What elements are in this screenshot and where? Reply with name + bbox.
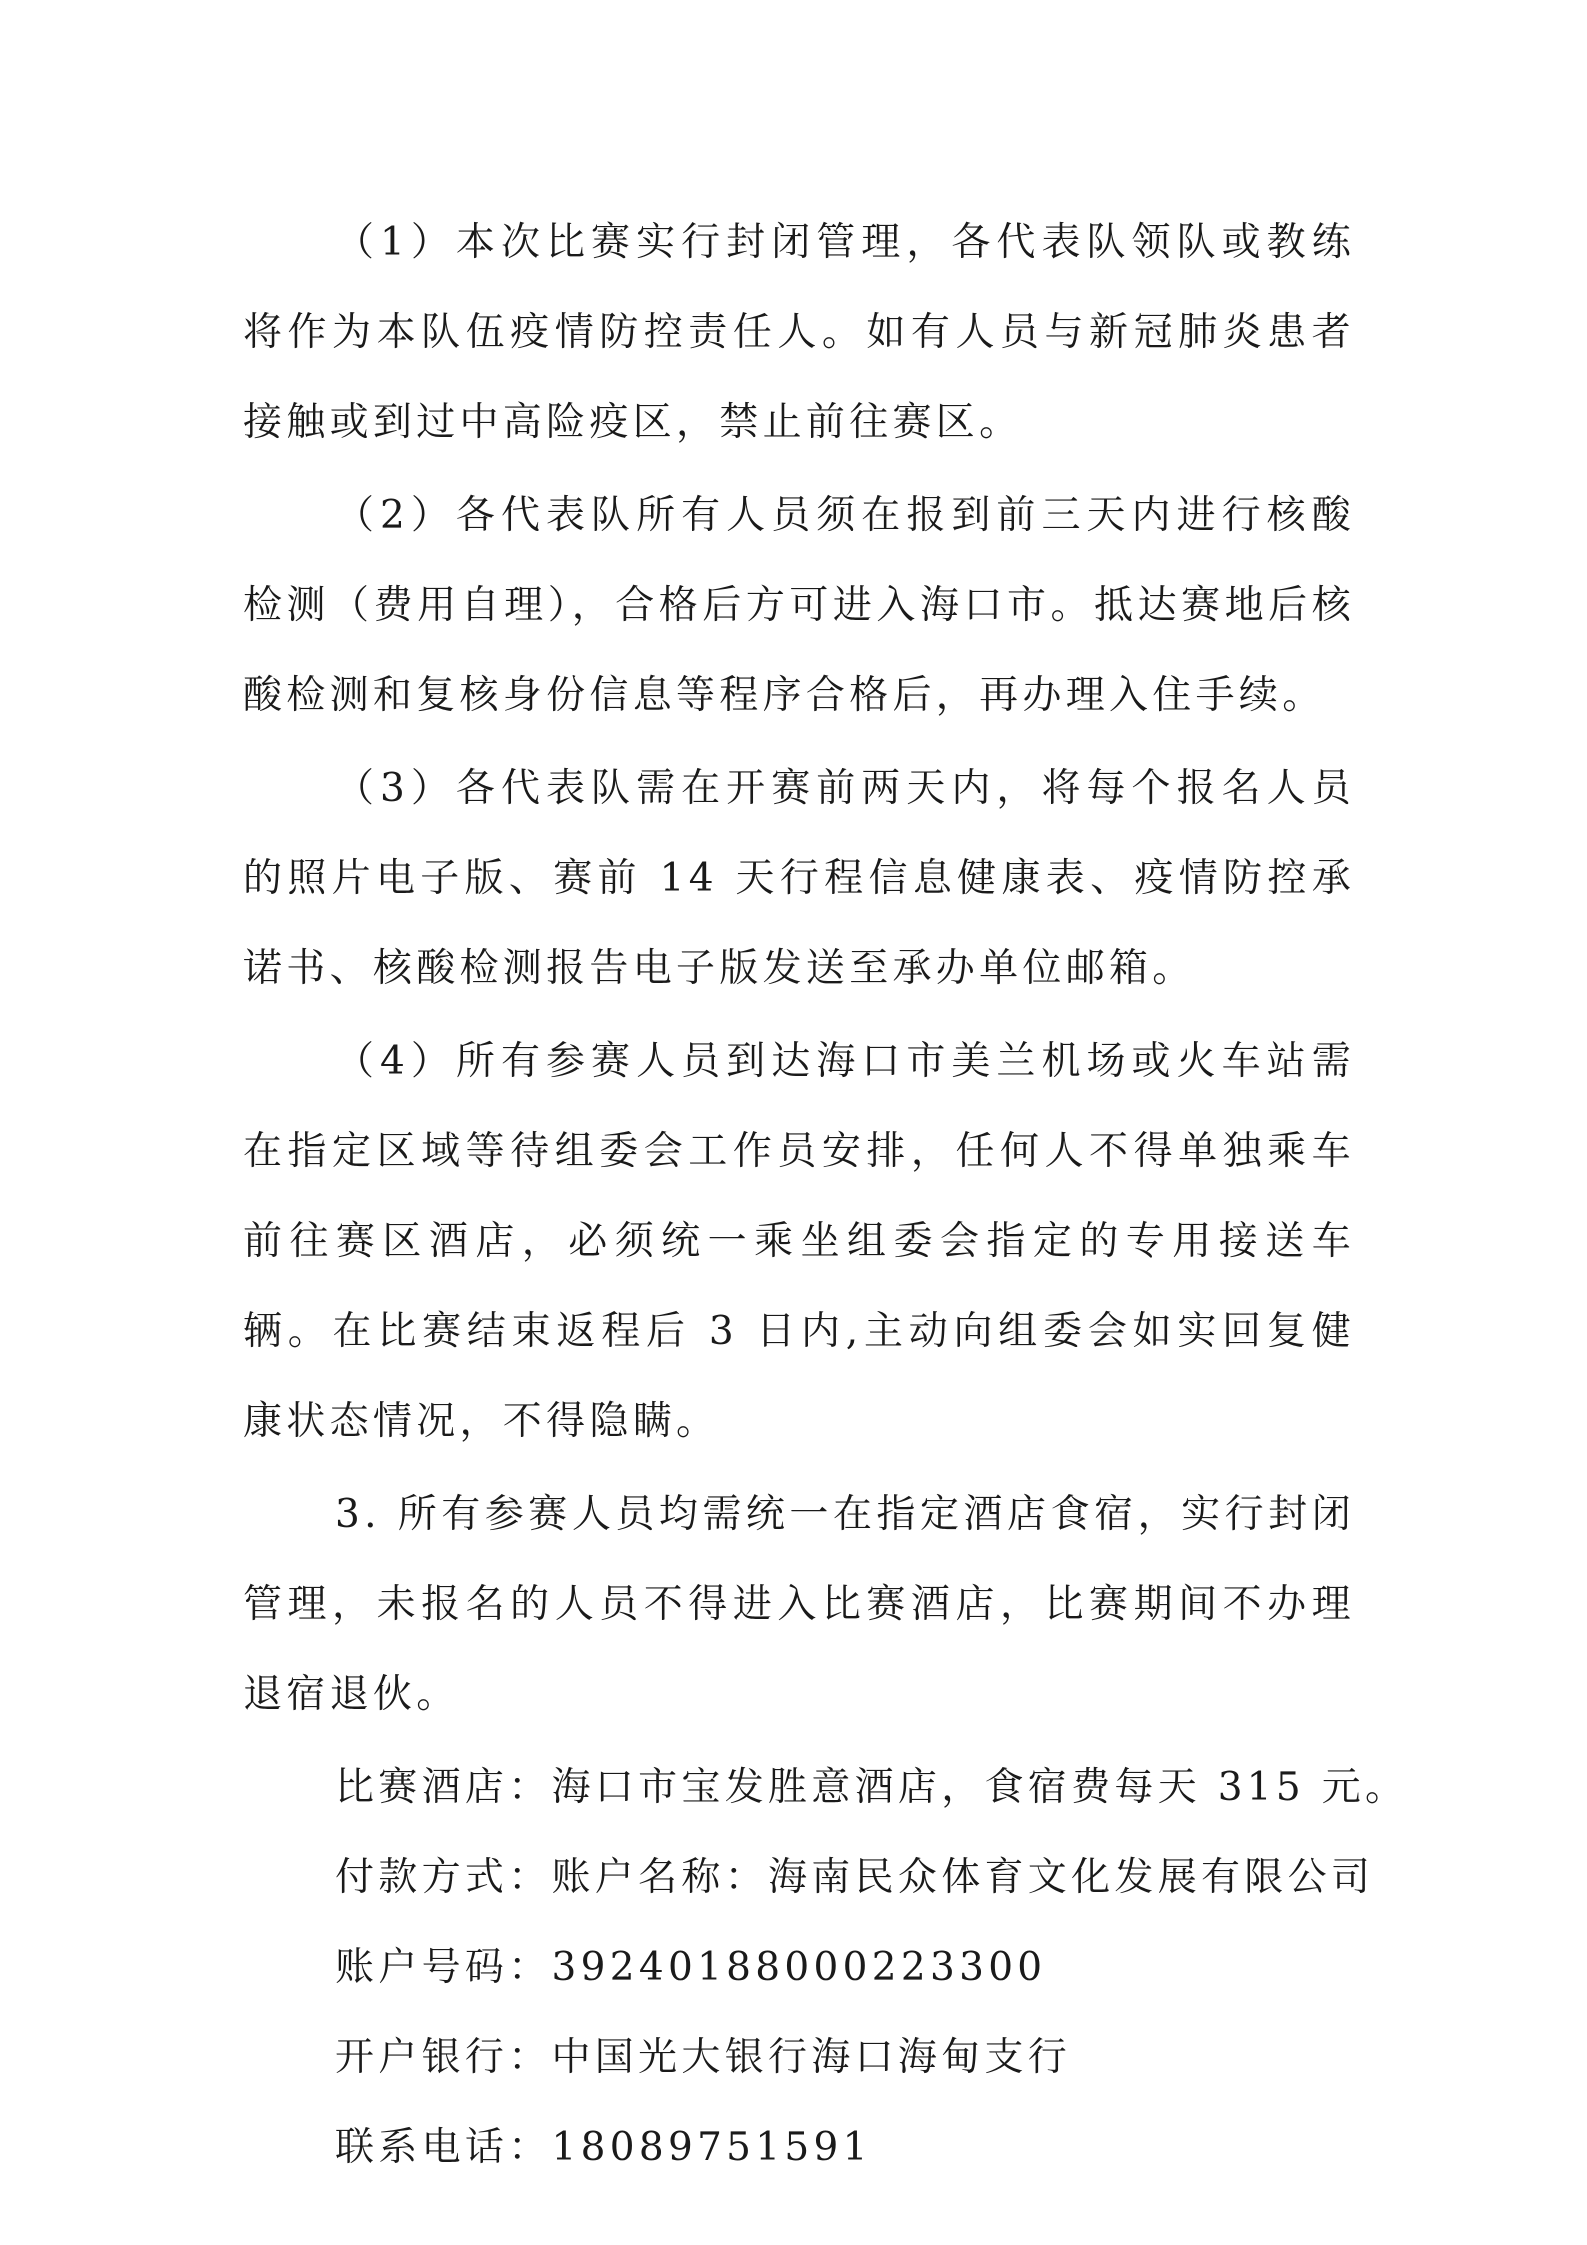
contact-phone: 联系电话：18089751591 xyxy=(335,2125,872,2170)
paragraph-nucleic-acid-test: （2）各代表队所有人员须在报到前三天内进行核酸检测（费用自理），合格后方可进入海口市。抵达赛地后核酸检测和复核身份信息等程序合格后，再办理入住手续。 xyxy=(243,493,1355,718)
paragraph-accommodation: 3. 所有参赛人员均需统一在指定酒店食宿，实行封闭管理，未报名的人员不得进入比赛酒店，比赛期间不办理退宿退伙。 xyxy=(243,1492,1355,1717)
payment-method: 付款方式：账户名称：海南民众体育文化发展有限公司 xyxy=(335,1855,1375,1900)
paragraph-electronic-documents: （3）各代表队需在开赛前两天内，将每个报名人员的照片电子版、赛前 14 天行程信息健康表、疫情防控承诺书、核酸检测报告电子版发送至承办单位邮箱。 xyxy=(243,766,1355,991)
bank-name: 开户银行：中国光大银行海口海甸支行 xyxy=(335,2035,1072,2080)
account-number: 账户号码：39240188000223300 xyxy=(335,1945,1047,1990)
document-body xyxy=(243,198,1409,2193)
hotel-info: 比赛酒店：海口市宝发胜意酒店，食宿费每天 315 元。 xyxy=(335,1765,1409,1810)
paragraph-arrival-transport: （4）所有参赛人员到达海口市美兰机场或火车站需在指定区域等待组委会工作员安排，任何人不得单独乘车前往赛区酒店，必须统一乘坐组委会指定的专用接送车辆。在比赛结束返程后 3 日内,主动向组委会如实回复健康状态情况，不得隐瞒。 xyxy=(243,1039,1355,1444)
paragraph-closed-management: （1）本次比赛实行封闭管理，各代表队领队或教练将作为本队伍疫情防控责任人。如有人员与新冠肺炎患者接触或到过中高险疫区，禁止前往赛区。 xyxy=(243,220,1355,445)
